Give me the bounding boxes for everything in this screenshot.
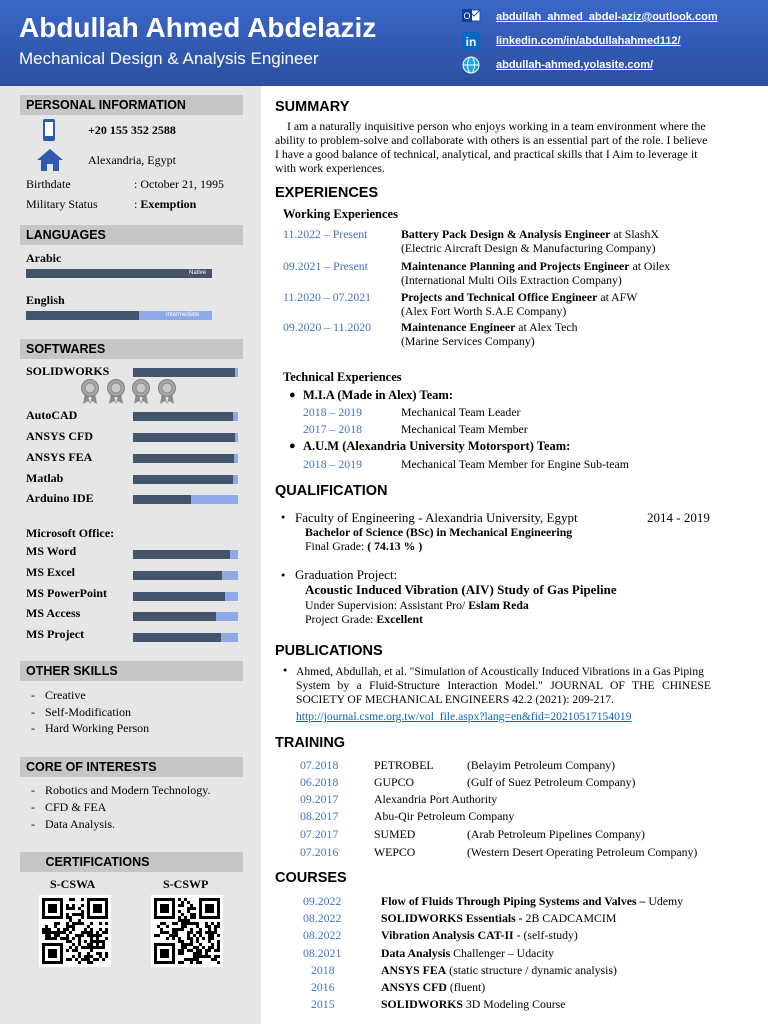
final-grade	[305, 539, 422, 554]
bar-fill	[133, 612, 216, 621]
skill-bar	[133, 550, 238, 559]
list-item: CFD & FEA	[45, 800, 107, 814]
course-date: 2015	[311, 997, 335, 1011]
languages-heading: LANGUAGES	[20, 225, 243, 245]
course-date: 08.2021	[303, 946, 342, 960]
project-grade	[305, 612, 423, 627]
work-role-line	[401, 320, 578, 335]
dash-icon: -	[31, 783, 35, 797]
project-title: Acoustic Induced Vibration (AIV) Study of Gas Pipeline	[305, 582, 617, 597]
dash-icon: -	[31, 688, 35, 702]
work-employer: at AFW	[597, 290, 638, 304]
work-date: 09.2020 – 11.2020	[283, 320, 372, 334]
course-provider: 2B CADCAMCIM	[522, 911, 617, 925]
job-title: Mechanical Design & Analysis Engineer	[19, 49, 319, 68]
dash-icon: -	[31, 800, 35, 814]
course-name: Data Analysis	[381, 946, 451, 960]
course-name: Flow of Fluids Through Piping Systems and Valves –	[381, 894, 646, 908]
course-line	[381, 980, 485, 995]
svg-text:O: O	[463, 11, 471, 21]
training-org: Abu-Qir Petroleum Company	[374, 809, 515, 823]
summary-heading: SUMMARY	[275, 99, 350, 115]
publication-link[interactable]: http://journal.csme.org.tw/vol_file.aspx?lang=en&fid=20210517154019	[296, 710, 632, 723]
linkedin-icon	[461, 32, 481, 50]
course-name: SOLIDWORKS	[381, 997, 463, 1011]
language-level: Native	[188, 270, 206, 276]
work-employer: at SlashX	[610, 227, 659, 241]
dash-icon: -	[31, 721, 35, 735]
office-app-name: MS PowerPoint	[26, 586, 107, 600]
course-name: ANSYS CFD	[381, 980, 447, 994]
training-date: 09.2017	[300, 792, 339, 806]
dash-icon: -	[31, 705, 35, 719]
training-org-full: (Arab Petroleum Pipelines Company)	[467, 827, 645, 841]
course-name: ANSYS FEA	[381, 963, 447, 977]
summary-line: with work experiences.	[275, 161, 385, 175]
training-org: PETROBEL	[374, 758, 434, 772]
team-date: 2018 – 2019	[303, 457, 362, 471]
training-org: SUMED	[374, 827, 416, 841]
cert-label: S-CSWA	[50, 877, 96, 891]
courses-heading: COURSES	[275, 870, 347, 886]
interests-heading: CORE OF INTERESTS	[20, 757, 243, 777]
technical-experiences-title: Technical Experiences	[283, 370, 402, 384]
team-name: M.I.A (Made in Alex) Team:	[303, 388, 453, 402]
work-role: Battery Pack Design & Analysis Engineer	[401, 227, 611, 241]
project-grade-label: Project Grade:	[305, 612, 377, 626]
skill-bar	[133, 433, 238, 442]
software-name: ANSYS FEA	[26, 450, 93, 464]
course-date: 09.2022	[303, 894, 342, 908]
military-value	[134, 197, 196, 212]
phone-number: +20 155 352 2588	[88, 123, 176, 137]
language-bar-fill	[26, 311, 139, 320]
bullet-icon: ●	[289, 389, 296, 401]
work-role-line	[401, 259, 670, 274]
team-role: Mechanical Team Member	[401, 422, 528, 436]
course-line	[381, 928, 578, 943]
course-provider: (fluent)	[446, 980, 486, 994]
language-level: Intermediate	[166, 312, 200, 318]
work-company: (Electric Aircraft Design & Manufacturing Company)	[401, 241, 656, 255]
course-provider: (self-study)	[520, 928, 578, 942]
training-date: 07.2017	[300, 827, 339, 841]
bar-fill	[133, 475, 233, 484]
person-name: Abdullah Ahmed Abdelaziz	[19, 12, 377, 43]
course-date: 08.2022	[303, 911, 342, 925]
team-role: Mechanical Team Leader	[401, 405, 521, 419]
skill-bar	[133, 368, 238, 377]
bullet-icon: ●	[281, 571, 286, 579]
address: Alexandria, Egypt	[88, 153, 176, 167]
list-item: Self-Modification	[45, 705, 131, 719]
course-name: Vibration Analysis CAT-II -	[381, 928, 521, 942]
software-name: Matlab	[26, 471, 64, 485]
linkedin-link[interactable]: linkedin.com/in/abdullahahmed112/	[496, 35, 681, 47]
office-app-name: MS Access	[26, 606, 81, 620]
work-date: 09.2021 – Present	[283, 259, 368, 273]
course-line	[381, 894, 683, 909]
skill-bar	[133, 612, 238, 621]
outlook-icon	[461, 7, 481, 25]
office-app-name: MS Project	[26, 627, 85, 641]
certifications-heading	[20, 852, 243, 872]
supervisor: Eslam Reda	[468, 598, 529, 612]
phone-icon	[42, 118, 56, 142]
office-title: Microsoft Office:	[26, 526, 115, 540]
course-provider: Udemy	[645, 894, 684, 908]
training-org: WEPCO	[374, 845, 416, 859]
work-role: Projects and Technical Office Engineer	[401, 290, 598, 304]
summary-line: I am a naturally inquisitive person who enjoys working in a team environment where the	[287, 119, 706, 133]
personal-info-heading: PERSONAL INFORMATION	[20, 95, 243, 115]
bar-fill	[133, 412, 233, 421]
work-role-line	[401, 227, 659, 242]
bar-fill	[133, 592, 225, 601]
website-link[interactable]: abdullah-ahmed.yolasite.com/	[496, 59, 654, 71]
course-date: 2016	[311, 980, 335, 994]
software-name: Arduino IDE	[26, 491, 94, 505]
birthdate-label: Birthdate	[26, 177, 71, 191]
course-provider: (static structure / dynamic analysis)	[446, 963, 617, 977]
list-item: Data Analysis.	[45, 817, 115, 831]
training-date: 08.2017	[300, 809, 339, 823]
work-employer: at Alex Tech	[515, 320, 578, 334]
language-bar-english	[26, 311, 212, 320]
training-heading: TRAINING	[275, 735, 346, 751]
course-date: 2018	[311, 963, 335, 977]
publication-line: Ahmed, Abdullah, et al. "Simulation of Acoustically Induced Vibrations in a Gas Piping	[296, 665, 704, 678]
skill-bar	[133, 412, 238, 421]
military-label: Military Status	[26, 197, 98, 211]
certified-badge-icon	[131, 379, 151, 405]
military-colon: :	[134, 197, 141, 211]
svg-text:in: in	[465, 35, 477, 49]
bar-fill	[133, 550, 230, 559]
course-line	[381, 963, 617, 978]
training-org-full: (Belayim Petroleum Company)	[467, 758, 616, 772]
bar-fill	[133, 368, 235, 377]
work-company: (Marine Services Company)	[401, 334, 535, 348]
course-provider: Challenger – Udacity	[450, 946, 555, 960]
bar-fill	[133, 454, 234, 463]
project-grade-value: Excellent	[376, 612, 423, 626]
qr-code-icon[interactable]	[151, 895, 223, 967]
work-employer: at Oilex	[629, 259, 671, 273]
bar-fill	[133, 571, 222, 580]
certified-badge-icon	[157, 379, 177, 405]
team-name: A.U.M (Alexandria University Motorsport) Team:	[303, 439, 571, 453]
qr-code-icon[interactable]	[39, 895, 111, 967]
supervision-label: Under Supervision: Assistant Pro/	[305, 598, 469, 612]
work-date: 11.2020 – 07.2021	[283, 290, 372, 304]
work-role-line	[401, 290, 637, 305]
publication-line: System by a Fluid-Structure Interaction Model." JOURNAL OF THE CHINESE	[296, 679, 711, 692]
softwares-heading: SOFTWARES	[20, 339, 243, 359]
course-date: 08.2022	[303, 928, 342, 942]
work-role: Maintenance Engineer	[401, 320, 516, 334]
bullet-icon: ●	[281, 513, 286, 521]
team-date: 2017 – 2018	[303, 422, 362, 436]
publications-heading: PUBLICATIONS	[275, 643, 383, 659]
course-provider: 3D Modeling Course	[462, 997, 566, 1011]
skill-bar	[133, 454, 238, 463]
list-item: Hard Working Person	[45, 721, 150, 735]
skill-bar	[133, 495, 238, 504]
final-grade-label: Final Grade:	[305, 539, 368, 553]
training-date: 07.2018	[300, 758, 339, 772]
birthdate-value: : October 21, 1995	[134, 177, 224, 191]
training-org: GUPCO	[374, 775, 414, 789]
skill-bar	[133, 592, 238, 601]
team-role: Mechanical Team Member for Engine Sub-team	[401, 457, 629, 471]
course-line	[381, 946, 554, 961]
bar-fill	[133, 495, 191, 504]
final-grade-value: ( 74.13 % )	[367, 539, 423, 553]
globe-icon	[461, 56, 481, 74]
summary-line: ability to problem-solve and collaborate with others is an essential part of the role. I believe	[275, 133, 708, 147]
work-company: (Alex Fort Worth S.A.E Company)	[401, 304, 567, 318]
work-company: (International Multi Oils Extraction Company)	[401, 273, 622, 287]
skill-bar	[133, 475, 238, 484]
supervision	[305, 598, 529, 613]
dash-icon: -	[31, 817, 35, 831]
bullet-icon: ●	[289, 440, 296, 452]
home-icon	[36, 148, 64, 172]
publication-line: SOCIETY OF MECHANICAL ENGINEERS 42.2 (2021): 209-217.	[296, 693, 614, 706]
training-org-full: (Western Desert Operating Petroleum Company)	[467, 845, 698, 859]
office-app-name: MS Word	[26, 544, 77, 558]
skill-bar	[133, 571, 238, 580]
experiences-heading: EXPERIENCES	[275, 185, 379, 201]
software-name: SOLIDWORKS	[26, 364, 110, 378]
language-bar-fill	[26, 269, 212, 278]
work-date: 11.2022 – Present	[283, 227, 368, 241]
training-date: 06.2018	[300, 775, 339, 789]
skill-bar	[133, 633, 238, 642]
list-item: Robotics and Modern Technology.	[45, 783, 211, 797]
course-name: SOLIDWORKS Essentials -	[381, 911, 523, 925]
training-org: Alexandria Port Authority	[374, 792, 498, 806]
study-years: 2014 - 2019	[647, 510, 710, 525]
bullet-icon: ●	[283, 666, 288, 674]
working-experiences-title: Working Experiences	[283, 207, 398, 221]
language-name: English	[26, 293, 65, 307]
certified-badge-icon	[80, 379, 100, 405]
team-date: 2018 – 2019	[303, 405, 362, 419]
project-label: Graduation Project:	[295, 567, 398, 582]
email-link[interactable]: abdullah_ahmed_abdel-aziz@outlook.com	[496, 11, 718, 23]
software-name: ANSYS CFD	[26, 429, 94, 443]
work-role: Maintenance Planning and Projects Engineer	[401, 259, 630, 273]
training-date: 07.2016	[300, 845, 339, 859]
certified-badge-icon	[106, 379, 126, 405]
language-name: Arabic	[26, 251, 62, 265]
degree: Bachelor of Science (BSc) in Mechanical Engineering	[305, 525, 573, 539]
office-app-name: MS Excel	[26, 565, 75, 579]
military-status: Exemption	[140, 197, 197, 211]
language-bar-arabic	[26, 269, 212, 278]
certifications-heading-text: CERTIFICATIONS	[45, 855, 150, 869]
training-org-full: (Gulf of Suez Petroleum Company)	[467, 775, 636, 789]
bar-fill	[133, 433, 235, 442]
cert-label: S-CSWP	[163, 877, 209, 891]
bar-fill	[133, 633, 221, 642]
software-name: AutoCAD	[26, 408, 78, 422]
faculty: Faculty of Engineering - Alexandria University, Egypt	[295, 510, 578, 525]
list-item: Creative	[45, 688, 86, 702]
qualification-heading: QUALIFICATION	[275, 483, 388, 499]
other-skills-heading: OTHER SKILLS	[20, 661, 243, 681]
summary-line: I have a good balance of technical, analytical, and practical skills that I Aim to leverage it	[275, 147, 698, 161]
course-line	[381, 997, 566, 1012]
course-line	[381, 911, 616, 926]
